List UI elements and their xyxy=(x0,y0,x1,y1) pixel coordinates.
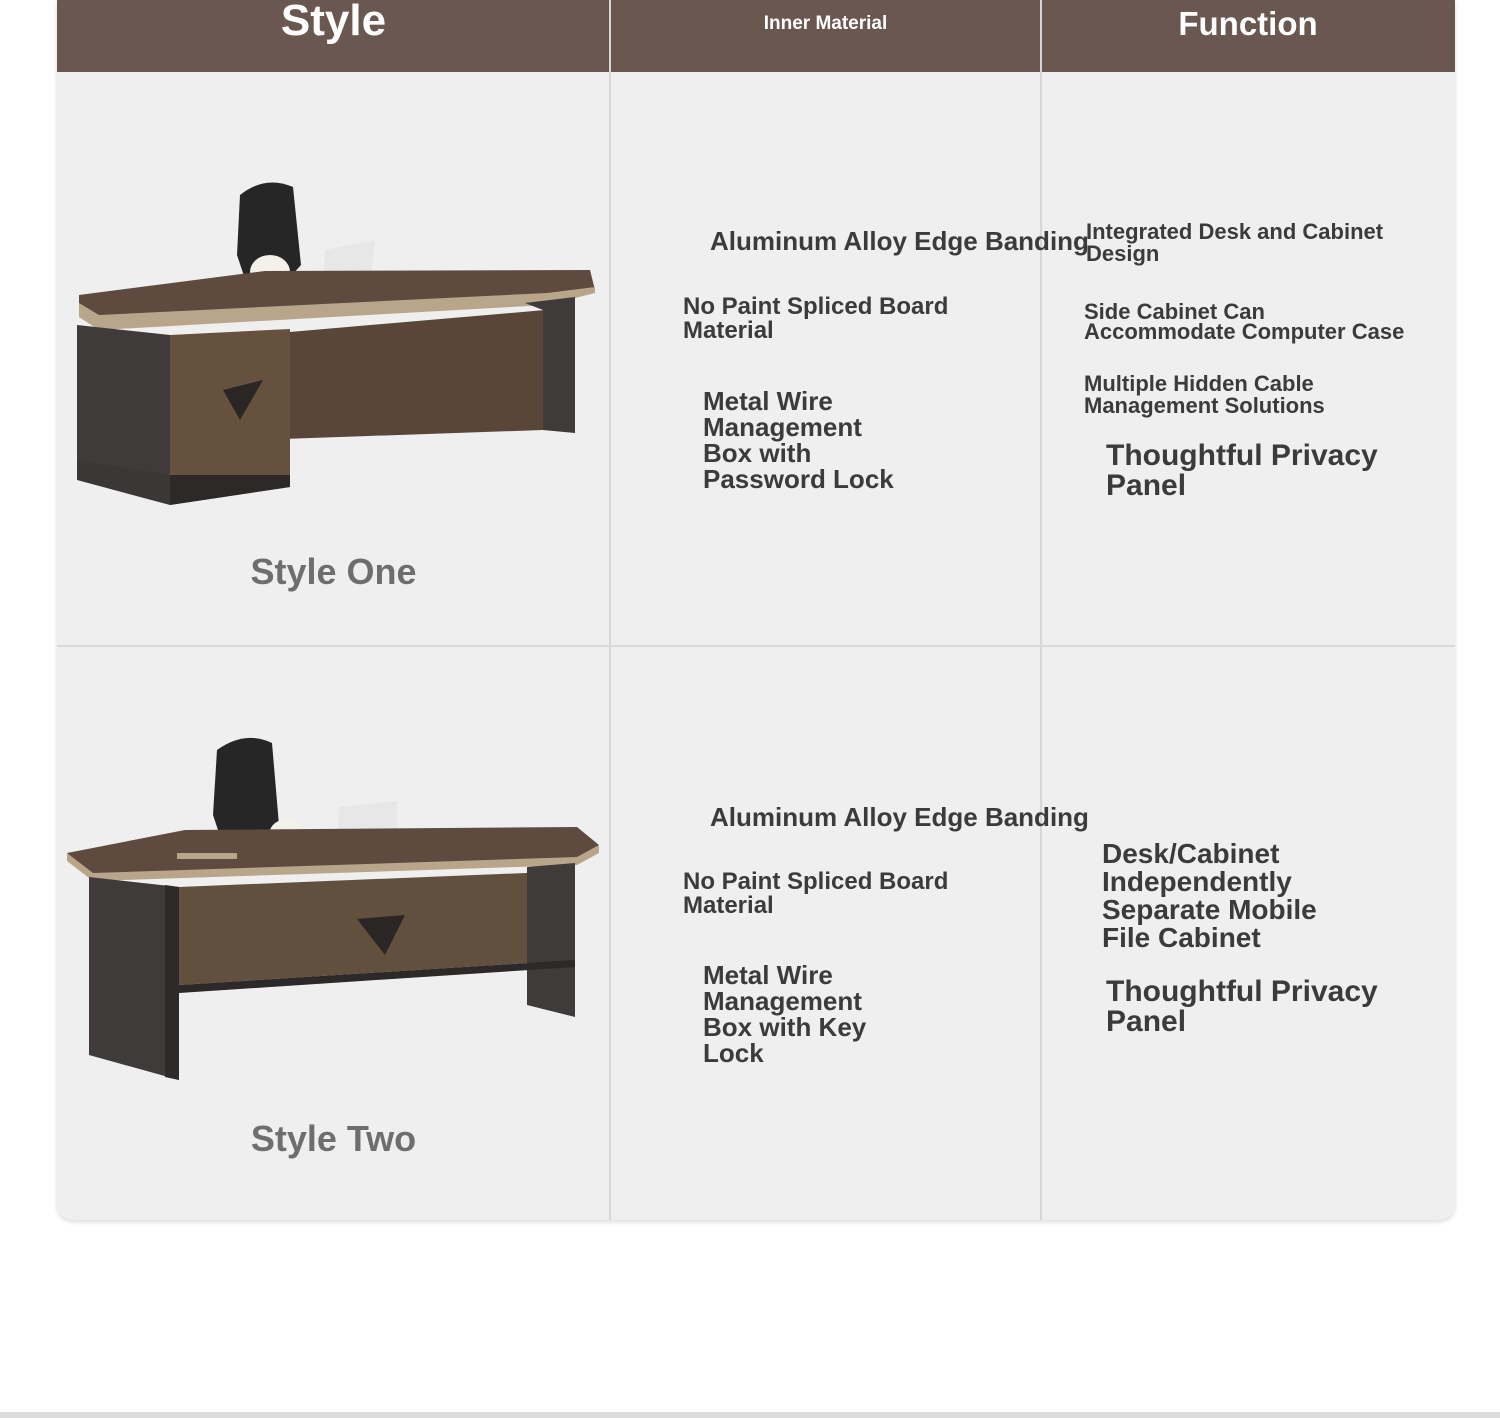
table-header xyxy=(57,0,1455,72)
material-item: No Paint Spliced Board Material xyxy=(683,293,949,344)
material-item: Metal Wire Management Box with Password Lock xyxy=(703,386,894,494)
style-two-label: Style Two xyxy=(250,1118,417,1159)
header-inner-material: Inner Material xyxy=(763,13,888,34)
desk-style-one-image xyxy=(75,175,600,515)
function-item: Desk/Cabinet Independently Separate Mobile File Cabinet xyxy=(1102,838,1317,953)
function-item: Thoughtful Privacy Panel xyxy=(1106,975,1378,1038)
desk-style-two-image xyxy=(67,735,607,1085)
material-item: No Paint Spliced Board Material xyxy=(683,868,949,919)
function-item: Side Cabinet Can Accommodate Computer Case xyxy=(1084,299,1405,344)
style-one-label: Style One xyxy=(250,551,417,592)
column-divider xyxy=(1040,0,1042,1220)
comparison-table xyxy=(57,0,1455,1220)
material-item: Aluminum Alloy Edge Banding xyxy=(710,802,1089,832)
row-divider xyxy=(57,645,1455,647)
function-item: Integrated Desk and Cabinet Design xyxy=(1086,219,1384,266)
material-item: Metal Wire Management Box with Key Lock xyxy=(703,960,867,1068)
header-style: Style xyxy=(280,0,387,45)
function-item: Multiple Hidden Cable Management Solutions xyxy=(1084,371,1325,418)
bottom-edge xyxy=(0,1412,1500,1418)
function-item: Thoughtful Privacy Panel xyxy=(1106,439,1378,502)
material-item: Aluminum Alloy Edge Banding xyxy=(710,226,1089,256)
column-divider xyxy=(609,0,611,1220)
header-function: Function xyxy=(1178,5,1318,42)
